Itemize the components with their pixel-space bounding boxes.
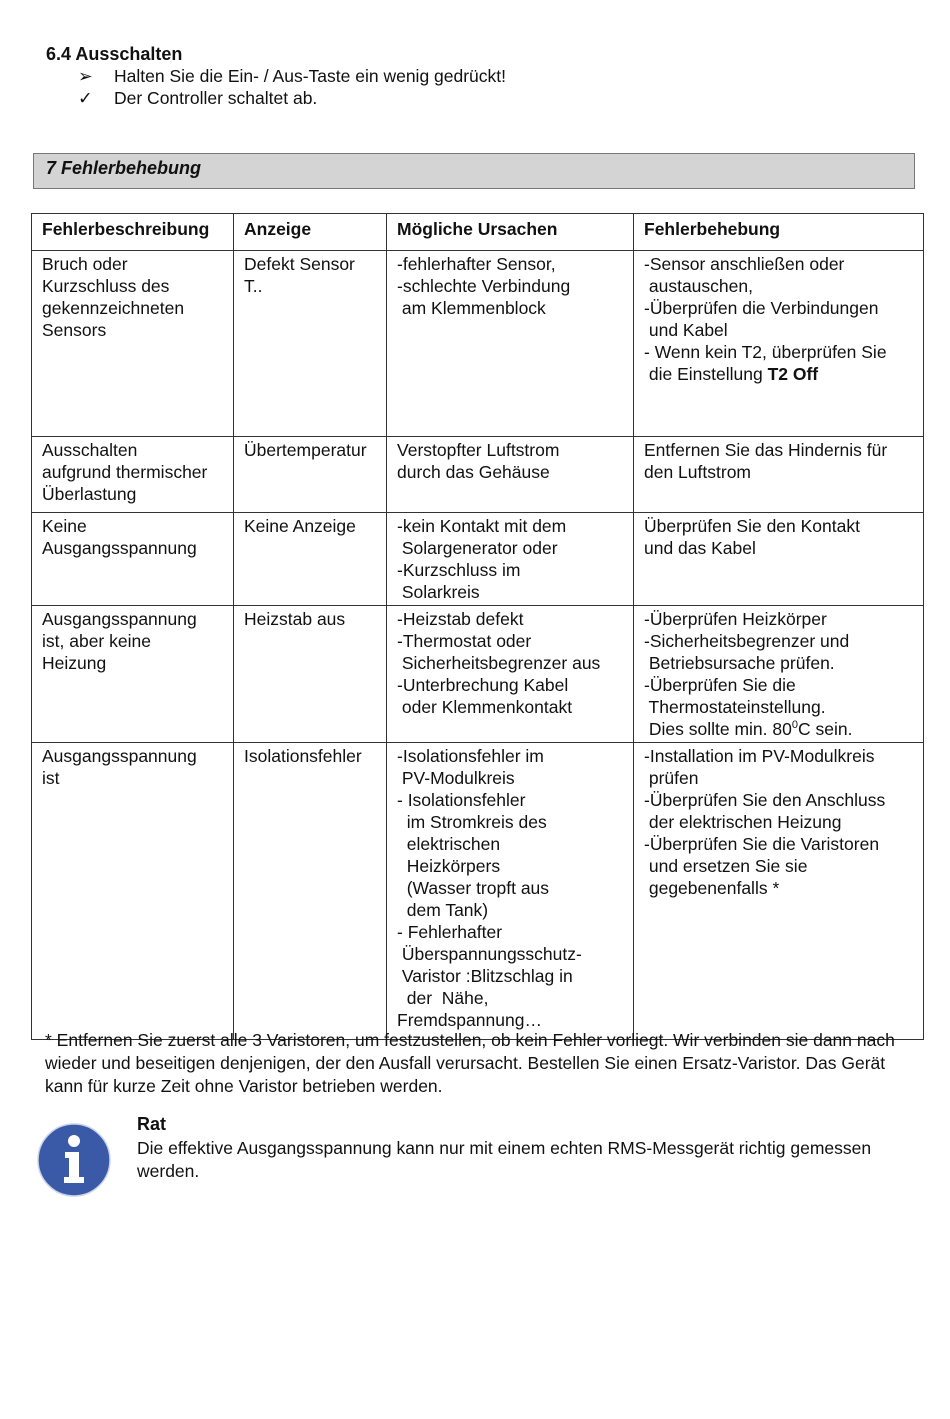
cell-line: -Kurzschluss im	[397, 560, 521, 580]
cell-line: Entfernen Sie das Hindernis für	[644, 440, 888, 460]
cell-fix	[634, 743, 924, 1040]
cell-line: Heizkörpers	[397, 856, 501, 876]
cell-line: oder Klemmenkontakt	[397, 697, 573, 717]
cell-line: Überspannungsschutz-	[397, 944, 582, 964]
cell-line: Heizung	[42, 653, 107, 673]
cell-description	[32, 606, 234, 743]
cell-line: der elektrischen Heizung	[644, 812, 842, 832]
list-item-text: Halten Sie die Ein- / Aus-Taste ein wenig gedrückt!	[114, 66, 507, 86]
cell-line: Verstopfter Luftstrom	[397, 440, 560, 460]
cell-line: PV-Modulkreis	[397, 768, 515, 788]
cell-display	[234, 513, 387, 606]
cell-line: Varistor :Blitzschlag in	[397, 966, 573, 986]
column-header-fehlerbehebung: Fehlerbehebung	[634, 214, 924, 251]
list-item	[78, 88, 317, 109]
cell-line: -Heizstab defekt	[397, 609, 524, 629]
cell-line: Thermostateinstellung.	[644, 697, 826, 717]
table-header-row	[32, 214, 924, 251]
cell-causes	[387, 513, 634, 606]
list-item	[78, 66, 506, 87]
cell-description	[32, 743, 234, 1040]
cell-line: dem Tank)	[397, 900, 489, 920]
cell-line: und das Kabel	[644, 538, 756, 558]
cell-causes	[387, 743, 634, 1040]
cell-display	[234, 606, 387, 743]
cell-line: Überlastung	[42, 484, 137, 504]
cell-line: T..	[244, 276, 263, 296]
column-header-fehlerbeschreibung: Fehlerbeschreibung	[32, 214, 234, 251]
list-item-text: Der Controller schaltet ab.	[114, 88, 318, 108]
cell-line: gegebenenfalls *	[644, 878, 780, 898]
cell-line: Solarkreis	[397, 582, 480, 602]
cell-line: am Klemmenblock	[397, 298, 546, 318]
checkmark-bullet-icon: ✓	[78, 88, 93, 108]
cell-line: Ausschalten	[42, 440, 138, 460]
advice-title: Rat	[137, 1114, 167, 1134]
cell-line-text: die Einstellung	[644, 364, 768, 384]
cell-line: -Überprüfen Sie den Anschluss	[644, 790, 886, 810]
cell-line: Fremdspannung…	[397, 1010, 542, 1030]
cell-line: Kurzschluss des	[42, 276, 170, 296]
cell-line: -Sicherheitsbegrenzer und	[644, 631, 850, 651]
cell-line: elektrischen	[397, 834, 501, 854]
cell-line: Ausgangsspannung	[42, 746, 197, 766]
cell-line: Defekt Sensor	[244, 254, 355, 274]
cell-line: -Sensor anschließen oder	[644, 254, 845, 274]
cell-causes	[387, 251, 634, 437]
cell-line: Keine Anzeige	[244, 516, 356, 536]
cell-line: Betriebsursache prüfen.	[644, 653, 835, 673]
info-icon	[36, 1122, 112, 1198]
cell-line-text: C sein.	[797, 719, 853, 739]
table-row	[32, 251, 924, 437]
cell-line: -Thermostat oder	[397, 631, 532, 651]
section-heading-fehlerbehebung: 7 Fehlerbehebung	[46, 158, 202, 178]
cell-line: Ausgangsspannung	[42, 609, 197, 629]
cell-line: Keine	[42, 516, 87, 536]
cell-line: Heizstab aus	[244, 609, 346, 629]
cell-causes	[387, 606, 634, 743]
cell-line: -fehlerhafter Sensor,	[397, 254, 556, 274]
cell-line: -kein Kontakt mit dem	[397, 516, 567, 536]
column-header-ursachen: Mögliche Ursachen	[387, 214, 634, 251]
cell-line: -Überprüfen Sie die	[644, 675, 796, 695]
column-header-anzeige: Anzeige	[234, 214, 387, 251]
cell-line-text: Dies sollte min. 80	[644, 719, 792, 739]
cell-description	[32, 437, 234, 513]
table-row	[32, 606, 924, 743]
section-heading-ausschalten: 6.4 Ausschalten	[46, 44, 183, 64]
table-row	[32, 513, 924, 606]
footnote: * Entfernen Sie zuerst alle 3 Varistoren, um festzustellen, ob kein Fehler vorliegt. Wir verbinden sie dann nach wieder und beseitigen denjenigen, der den Ausfall verursacht. Bestellen Sie einen Ersatz-Varistor. Das Gerät kann für kurze Zeit ohne Varistor betrieben werden.	[45, 1030, 895, 1096]
cell-description	[32, 513, 234, 606]
cell-line: den Luftstrom	[644, 462, 751, 482]
cell-description	[32, 251, 234, 437]
setting-name: T2 Off	[767, 364, 819, 384]
cell-line: -Unterbrechung Kabel	[397, 675, 569, 695]
cell-line: und ersetzen Sie sie	[644, 856, 808, 876]
troubleshooting-table	[31, 213, 924, 1040]
cell-line: Übertemperatur	[244, 440, 367, 460]
cell-line: ist, aber keine	[42, 631, 151, 651]
cell-line: - Isolationsfehler	[397, 790, 526, 810]
cell-display	[234, 251, 387, 437]
cell-fix	[634, 251, 924, 437]
cell-line: prüfen	[644, 768, 699, 788]
cell-line: -schlechte Verbindung	[397, 276, 571, 296]
cell-line: Solargenerator oder	[397, 538, 558, 558]
cell-fix	[634, 513, 924, 606]
cell-line: -Überprüfen die Verbindungen	[644, 298, 879, 318]
cell-line: -Überprüfen Sie die Varistoren	[644, 834, 880, 854]
cell-fix	[634, 437, 924, 513]
cell-line: -Überprüfen Heizkörper	[644, 609, 827, 629]
cell-line: ist	[42, 768, 60, 788]
cell-line: der Nähe,	[397, 988, 489, 1008]
table-row	[32, 743, 924, 1040]
cell-line: - Fehlerhafter	[397, 922, 503, 942]
cell-line: im Stromkreis des	[397, 812, 547, 832]
cell-line: Ausgangsspannung	[42, 538, 197, 558]
table-row	[32, 437, 924, 513]
cell-line: Sicherheitsbegrenzer aus	[397, 653, 601, 673]
arrow-bullet-icon: ➢	[78, 66, 93, 86]
cell-display	[234, 743, 387, 1040]
cell-fix	[634, 606, 924, 743]
advice-text: Die effektive Ausgangsspannung kann nur mit einem echten RMS-Messgerät richtig gemessen werden.	[137, 1138, 872, 1181]
cell-display	[234, 437, 387, 513]
cell-line: - Wenn kein T2, überprüfen Sie	[644, 342, 887, 362]
cell-line: aufgrund thermischer	[42, 462, 208, 482]
cell-line: Bruch oder	[42, 254, 128, 274]
cell-line: Isolationsfehler	[244, 746, 362, 766]
cell-line: und Kabel	[644, 320, 728, 340]
superscript: 0	[791, 719, 798, 732]
cell-line: (Wasser tropft aus	[397, 878, 550, 898]
cell-line	[644, 718, 914, 740]
cell-line: austauschen,	[644, 276, 753, 296]
cell-line: -Isolationsfehler im	[397, 746, 544, 766]
cell-line: Sensors	[42, 320, 107, 340]
section-header-bar	[33, 153, 915, 189]
cell-line: gekennzeichneten	[42, 298, 185, 318]
cell-causes	[387, 437, 634, 513]
cell-line: durch das Gehäuse	[397, 462, 550, 482]
cell-line: -Installation im PV-Modulkreis	[644, 746, 875, 766]
cell-line	[644, 363, 914, 385]
cell-line: Überprüfen Sie den Kontakt	[644, 516, 860, 536]
